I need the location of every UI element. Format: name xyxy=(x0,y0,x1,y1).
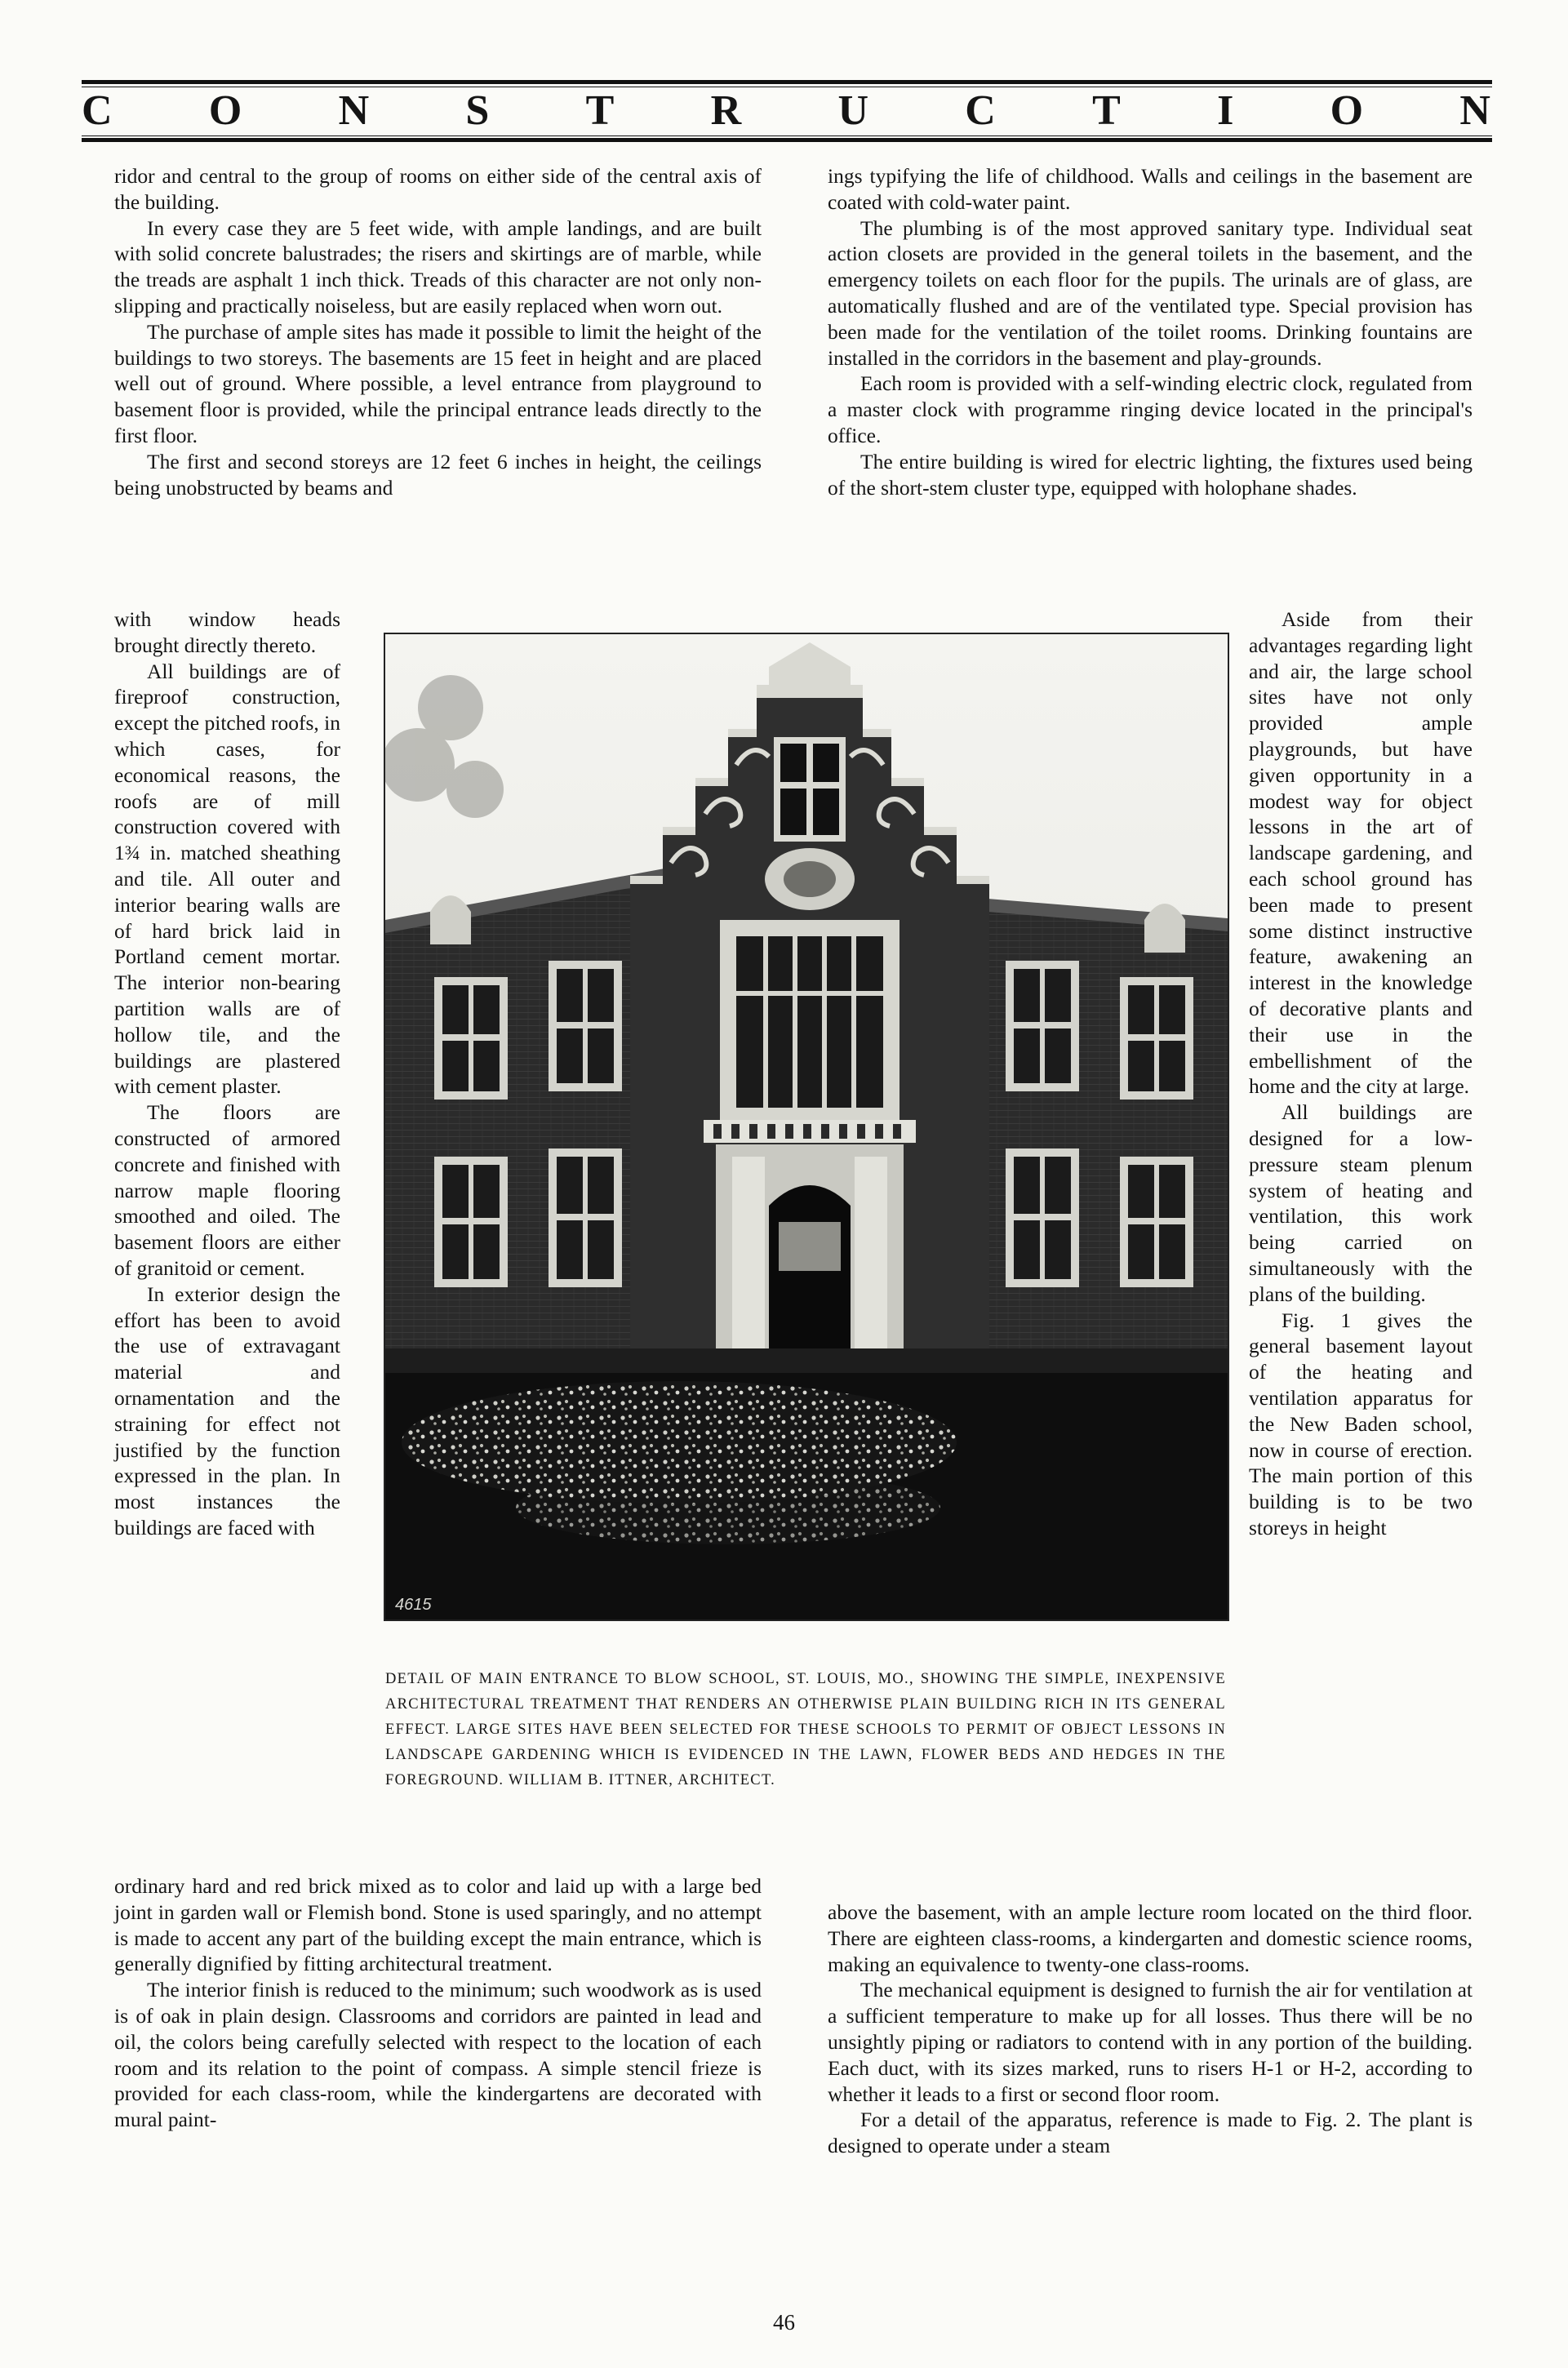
paragraph: with window heads brought directly thereto. xyxy=(114,607,340,657)
paragraph: Aside from their advantages regarding light and air, the large school sites have not only provided ample playgrounds, but have given opportunity in a modest way for object lessons in the art of landscape gardening, and each school ground has been made to present some distinct instructive feature, awakening an interest in the knowledge of decorative plants and their use in the embellishment of the home and the city at large. xyxy=(1249,607,1472,1099)
paragraph: above the basement, with an ample lecture room located on the third floor. There are eighteen class-rooms, a kindergarten and domestic science rooms, making an equivalence to twenty-one class-rooms. xyxy=(828,1900,1472,1976)
masthead-letter: T xyxy=(1092,87,1122,134)
masthead-letter: C xyxy=(965,87,997,134)
paragraph: The purchase of ample sites has made it possible to limit the height of the buildings to two storeys. The basements are 15 feet in height and are placed well out of ground. Where possible, a level entrance from playground to basement floor is provided, while the principal entrance leads directly to the first floor. xyxy=(114,319,762,447)
paragraph: The entire building is wired for electric lighting, the fixtures used being of the short-stem cluster type, equipped with holophane shades. xyxy=(828,449,1472,500)
right-column-bottom xyxy=(828,1899,1472,2159)
paragraph: The interior finish is reduced to the minimum; such woodwork as is used is of oak in plain design. Classrooms and corridors are painted in lead and oil, the colors being carefully selected with respect to the location of each room and its relation to the point of compass. A simple stencil frieze is provided for each class-room, while the kindergartens are decorated with mural paint- xyxy=(114,1978,762,2132)
masthead-letter: N xyxy=(1459,87,1492,134)
left-column-top xyxy=(114,163,762,500)
paragraph: In exterior design the effort has been to avoid the use of extravagant material and ornamentation and the straining for effect not justified by the function expressed in the plan. In most instances the buildings are faced with xyxy=(114,1282,340,1539)
plate-number: 4615 xyxy=(395,1596,432,1614)
left-column-bottom xyxy=(114,1873,762,2133)
paragraph: ings typifying the life of childhood. Walls and ceilings in the basement are coated with cold-water paint. xyxy=(828,164,1472,214)
masthead-letter: R xyxy=(710,87,744,134)
left-column-narrow xyxy=(114,606,340,1541)
masthead-top-rule xyxy=(82,80,1492,84)
page-number: 46 xyxy=(773,2310,795,2335)
masthead-letter: C xyxy=(82,87,114,134)
paragraph: ordinary hard and red brick mixed as to color and laid up with a large bed joint in garden wall or Flemish bond. Stone is used sparingly, and no attempt is made to accent any part of the building except the main entrance, which is generally dignified by fitting architectural treatment. xyxy=(114,1874,762,1976)
masthead-letter: N xyxy=(338,87,371,134)
right-column-narrow xyxy=(1249,606,1472,1541)
paragraph: In every case they are 5 feet wide, with ample landings, and are built with solid concrete balustrades; the risers and skirtings are of marble, while the treads are asphalt 1 inch thick. Treads of this character are not only non-slipping and practically noiseless, but are easily replaced when worn out. xyxy=(114,215,762,318)
paragraph: Fig. 1 gives the general basement layout of the heating and ventilation apparatus for the New Baden school, now in course of erection. The main portion of this building is to be two storeys in height xyxy=(1249,1308,1472,1539)
paragraph: All buildings are designed for a low-pressure steam plenum system of heating and ventilation, this work being carried on simultaneously with the plans of the building. xyxy=(1249,1100,1472,1306)
masthead-letter: I xyxy=(1217,87,1236,134)
masthead-letter: S xyxy=(465,87,491,134)
paragraph: The mechanical equipment is designed to furnish the air for ventilation at a sufficient temperature to make up for all losses. Thus there will be no unsightly piping or radiators to contend with in any portion of the building. Each duct, with its sizes marked, runs to risers H-1 or H-2, according to whether it leads to a first or second floor room. xyxy=(828,1978,1472,2106)
masthead-bottom-rule-thick xyxy=(82,138,1492,142)
paragraph: The floors are constructed of armored concrete and finished with narrow maple flooring smoothed and oiled. The basement floors are either of granitoid or cement. xyxy=(114,1100,340,1280)
paragraph: Each room is provided with a self-winding electric clock, regulated from a master clock with programme ringing device located in the principal's office. xyxy=(828,371,1472,447)
figure-caption: DETAIL OF MAIN ENTRANCE TO BLOW SCHOOL, ST. LOUIS, MO., SHOWING THE SIMPLE, INEXPENSIVE ARCHITECTURAL TREATMENT THAT RENDERS AN OTHERWISE PLAIN BUILDING RICH IN ITS GENERAL EFFECT. LARGE SITES HAVE BEEN SELECTED FOR THESE SCHOOLS TO PERMIT OF OBJECT LESSONS IN LANDSCAPE GARDENING WHICH IS EVIDENCED IN THE LAWN, FLOWER BEDS AND HEDGES IN THE FOREGROUND. WILLIAM B. ITTNER, ARCHITECT. xyxy=(385,1671,1226,1788)
masthead-letter: O xyxy=(1330,87,1366,134)
masthead-letter: O xyxy=(208,87,244,134)
masthead-letter: T xyxy=(585,87,616,134)
paragraph: All buildings are of fireproof construction, except the pitched roofs, in which cases, for economical reasons, the roofs are of mill construction covered with 1¾ in. matched sheathing and tile. All outer and interior bearing walls are of hard brick laid in Portland cement mortar. The interior non-bearing partition walls are of hollow tile, and the buildings are plastered with cement plaster. xyxy=(114,659,340,1099)
paragraph: The first and second storeys are 12 feet 6 inches in height, the ceilings being unobstructed by beams and xyxy=(114,449,762,500)
paragraph: ridor and central to the group of rooms on either side of the central axis of the building. xyxy=(114,164,762,214)
school-entrance-photograph xyxy=(384,633,1229,1621)
paragraph: For a detail of the apparatus, reference is made to Fig. 2. The plant is designed to operate under a steam xyxy=(828,2108,1472,2158)
paragraph: The plumbing is of the most approved sanitary type. Individual seat action closets are provided in the general toilets in the basement, and the emergency toilets on each floor for the pupils. The urinals are of glass, are automatically flushed and are of the ventilated type. Special provision has been made for the ventilation of the toilet rooms. Drinking fountains are installed in the corridors in the basement and play-grounds. xyxy=(828,215,1472,370)
right-column-top xyxy=(828,163,1472,500)
masthead-letter: U xyxy=(837,87,870,134)
masthead-title xyxy=(82,88,1492,134)
